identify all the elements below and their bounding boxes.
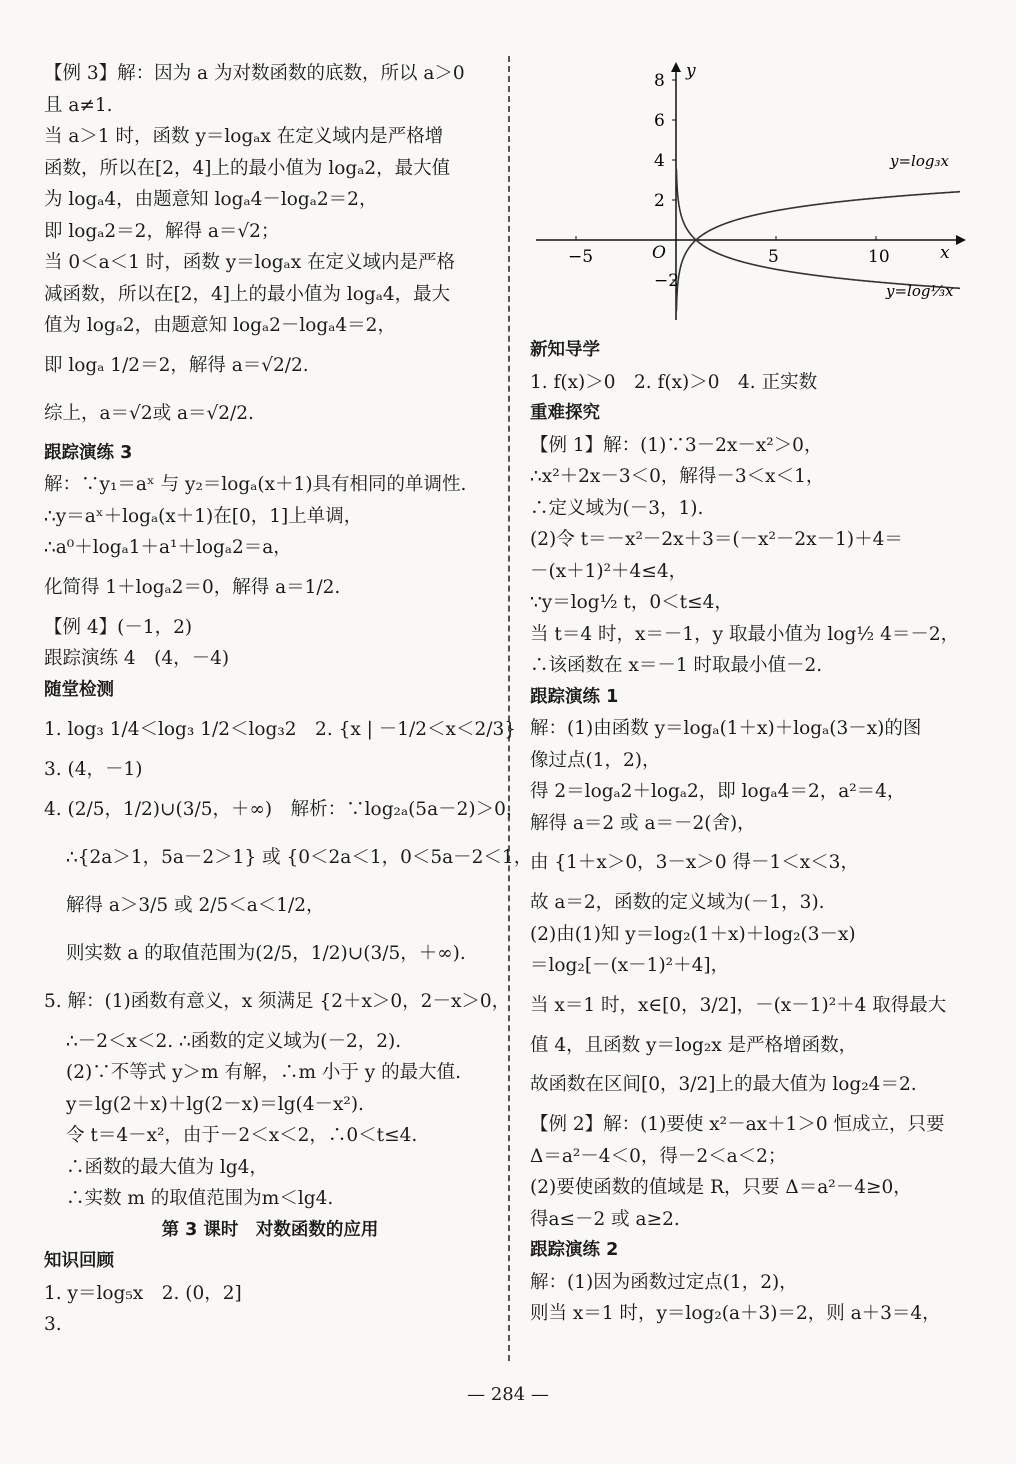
y-tick-label: 8: [654, 71, 665, 91]
page-number: — 284 —: [467, 1384, 549, 1405]
right-line: 故函数在区间[0，3/2]上的最大值为 log₂4＝2.: [530, 1074, 917, 1095]
left-line: 函数，所以在[2，4]上的最小值为 logₐ2，最大值: [44, 157, 451, 179]
column-divider: [508, 56, 510, 1361]
left-line: 3.: [44, 1314, 62, 1335]
right-line: 跟踪演练 2: [530, 1240, 619, 1260]
right-line: 【例 1】解：(1)∵3－2x－x²＞0，: [530, 434, 823, 456]
left-line: 值为 logₐ2，由题意知 logₐ2－logₐ4＝2，: [44, 315, 396, 336]
left-line: 综上，a＝√2或 a＝√2/2.: [44, 402, 254, 424]
right-line: 由 {1＋x＞0，3－x＞0 得－1＜x＜3，: [530, 852, 859, 873]
left-line: 跟踪演练 4 (4，－4): [44, 648, 230, 669]
left-line: ∴{2a＞1，5a－2＞1} 或 {0＜2a＜1，0＜5a－2＜1，: [66, 846, 533, 868]
left-line: 当 a＞1 时，函数 y＝logₐx 在定义域内是严格增: [44, 126, 444, 147]
left-line: 解得 a＞3/5 或 2/5＜a＜1/2，: [66, 894, 325, 916]
right-line: 解：(1)因为函数过定点(1，2)，: [530, 1271, 798, 1293]
curve2-label: y=log⅓x: [886, 282, 954, 300]
right-line: ∴x²＋2x－3＜0，解得－3＜x＜1，: [530, 466, 825, 487]
left-line: 第 3 课时 对数函数的应用: [161, 1219, 379, 1240]
left-line: 解：∵y₁＝aˣ 与 y₂＝logₐ(x＋1)具有相同的单调性.: [44, 474, 467, 495]
right-line: (2)由(1)知 y＝log₂(1＋x)＋log₂(3－x): [530, 923, 856, 945]
y-tick-label: 6: [654, 111, 665, 131]
left-line: 即 logₐ 1/2＝2，解得 a＝√2/2.: [44, 354, 309, 376]
right-line: 值 4，且函数 y＝log₂x 是严格增函数，: [530, 1034, 858, 1056]
left-line: 随堂检测: [44, 679, 114, 700]
left-line: ∴实数 m 的取值范围为m＜lg4.: [66, 1188, 334, 1209]
left-column: [44, 58, 533, 1341]
right-line: ∴定义域为(－3，1).: [530, 497, 704, 519]
right-line: 跟踪演练 1: [530, 686, 619, 707]
left-line: 5. 解：(1)函数有意义，x 须满足 {2＋x＞0，2－x＞0，: [44, 990, 511, 1012]
left-line: 4. (2/5，1/2)∪(3/5，＋∞) 解析：∵log₂ₐ(5a－2)＞0，: [44, 798, 525, 820]
left-line: 化简得 1＋logₐ2＝0，解得 a＝1/2.: [44, 576, 341, 598]
curve1-label: y=log₃x: [890, 152, 949, 170]
left-line: 1. y＝log₅x 2. (0，2]: [44, 1282, 242, 1304]
right-line: 重难探究: [530, 403, 600, 423]
left-line: 即 logₐ2＝2，解得 a＝√2；: [44, 220, 280, 242]
right-line: 像过点(1，2)，: [530, 749, 661, 771]
x-axis-arrow: [956, 235, 966, 245]
right-line: ∵y＝log½ t，0＜t≤4，: [530, 592, 733, 613]
y-axis-arrow: [671, 62, 681, 72]
y-tick-label: −2: [654, 271, 680, 291]
x-axis-label: x: [940, 243, 950, 263]
left-line: 减函数，所以在[2，4]上的最小值为 logₐ4，最大: [44, 283, 451, 305]
left-line: (2)∵不等式 y＞m 有解，∴m 小于 y 的最大值.: [66, 1062, 461, 1083]
right-line: (2)令 t＝－x²－2x＋3＝(－x²－2x－1)＋4＝: [530, 529, 903, 550]
right-line: 新知导学: [530, 340, 600, 360]
left-line: ∴a⁰＋logₐ1＋a¹＋logₐ2＝a，: [44, 537, 292, 558]
left-line: ∴函数的最大值为 lg4，: [66, 1156, 268, 1178]
y-axis-label: y: [686, 61, 696, 81]
y-tick-label: 4: [654, 151, 665, 171]
right-line: 得a≤－2 或 a≥2.: [530, 1208, 680, 1230]
right-column: [530, 58, 976, 1330]
left-line: 则实数 a 的取值范围为(2/5，1/2)∪(3/5，＋∞).: [66, 942, 466, 964]
right-line: 【例 2】解：(1)要使 x²－ax＋1＞0 恒成立，只要: [530, 1114, 945, 1135]
right-line: (2)要使函数的值域是 R，只要 Δ＝a²－4≥0，: [530, 1177, 912, 1198]
right-line: Δ＝a²－4＜0，得－2＜a＜2；: [530, 1145, 787, 1167]
left-line: 跟踪演练 3: [44, 442, 133, 463]
right-line: 得 2＝logₐ2＋logₐ2，即 logₐ4＝2，a²＝4，: [530, 781, 906, 802]
left-line: ∴－2＜x＜2. ∴函数的定义域为(－2，2).: [66, 1030, 402, 1052]
x-tick-label: 10: [868, 247, 890, 267]
right-line: 当 x＝1 时，x∈[0，3/2]，－(x－1)²＋4 取得最大: [530, 994, 947, 1016]
right-line: 1. f(x)＞0 2. f(x)＞0 4. 正实数: [530, 371, 818, 393]
right-line: 解：(1)由函数 y＝logₐ(1＋x)＋logₐ(3－x)的图: [530, 718, 922, 739]
left-line: 3. (4，－1): [44, 759, 143, 780]
left-line: 令 t＝4－x²，由于－2＜x＜2，∴0＜t≤4.: [66, 1125, 418, 1146]
origin-label: O: [652, 243, 666, 263]
right-line: ∴该函数在 x＝－1 时取最小值－2.: [530, 655, 823, 676]
right-line: 解得 a＝2 或 a＝－2(舍)，: [530, 812, 756, 834]
left-line: 为 logₐ4，由题意知 logₐ4－logₐ2＝2，: [44, 189, 378, 210]
x-tick-label: 5: [768, 247, 779, 267]
left-line: 且 a≠1.: [44, 94, 113, 116]
right-line: 当 t＝4 时，x＝－1，y 取最小值为 log½ 4＝－2，: [530, 623, 960, 645]
curve-log-one-third: [676, 169, 960, 288]
left-line: y＝lg(2＋x)＋lg(2－x)＝lg(4－x²).: [66, 1093, 364, 1115]
right-line: 故 a＝2，函数的定义域为(－1，3).: [530, 892, 825, 913]
right-line: －(x＋1)²＋4≤4，: [530, 560, 688, 582]
left-line: 1. log₃ 1/4＜log₃ 1/2＜log₃2 2. {x | －1/2＜x＜2/3}: [44, 719, 517, 740]
y-tick-label: 2: [654, 191, 665, 211]
left-line: 【例 4】(－1，2): [44, 616, 193, 638]
x-tick-label: −5: [568, 247, 594, 267]
right-line: ＝log₂[－(x－1)²＋4]，: [530, 955, 730, 976]
right-line: 则当 x＝1 时，y＝log₂(a＋3)＝2，则 a＋3＝4，: [530, 1303, 941, 1324]
left-line: 知识回顾: [44, 1251, 114, 1271]
log-function-graph: [530, 58, 976, 328]
left-line: 【例 3】解：因为 a 为对数函数的底数，所以 a＞0: [44, 63, 465, 84]
left-line: ∴y＝aˣ＋logₐ(x＋1)在[0，1]上单调，: [44, 505, 363, 527]
left-line: 当 0＜a＜1 时，函数 y＝logₐx 在定义域内是严格: [44, 252, 456, 273]
